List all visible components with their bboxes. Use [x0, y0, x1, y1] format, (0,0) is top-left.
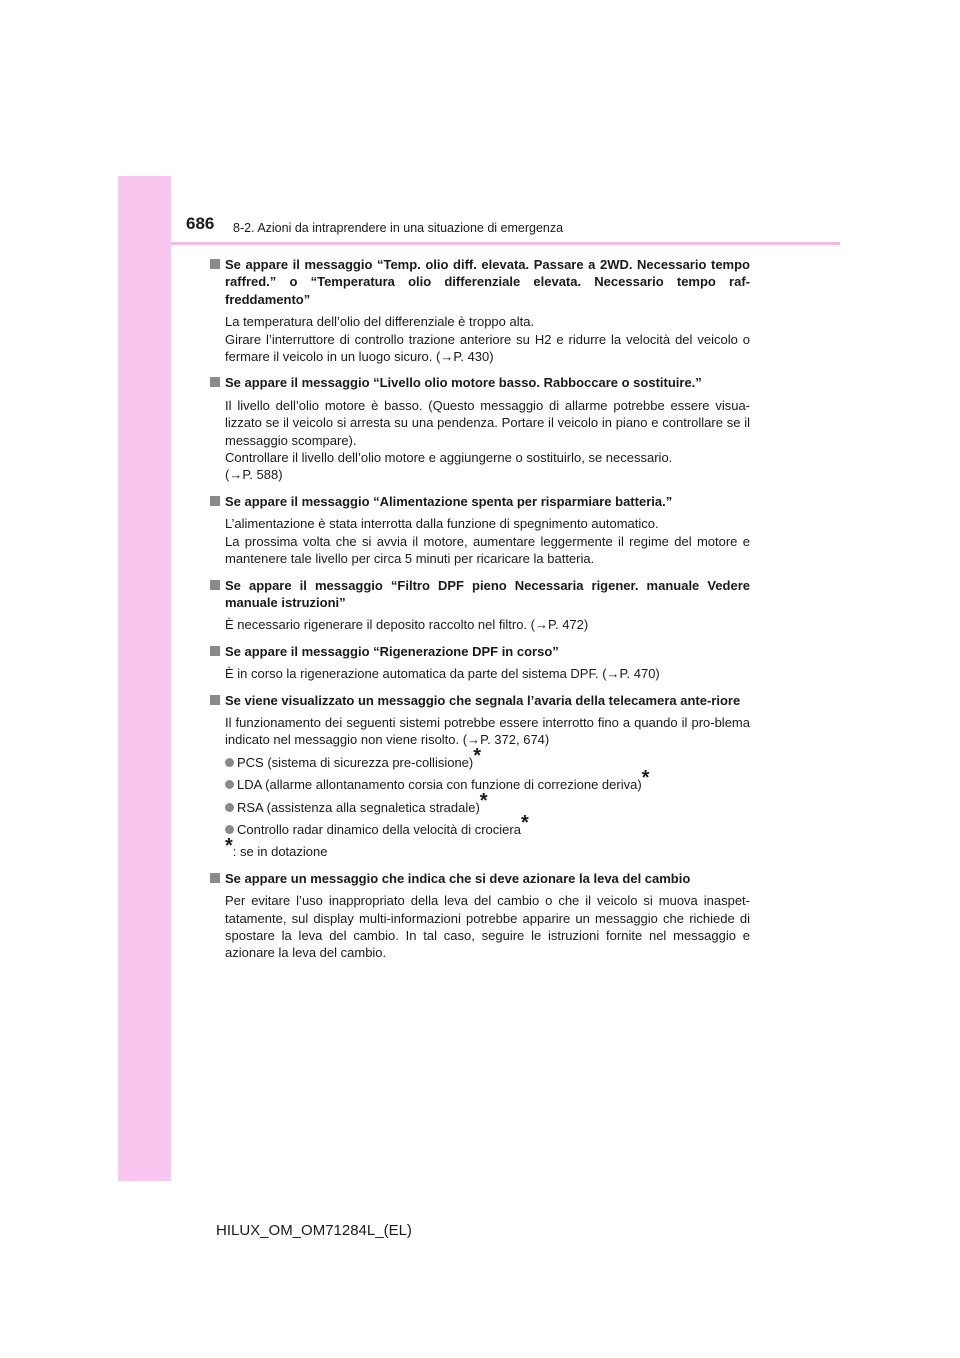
page-number: 686 — [186, 214, 215, 233]
side-tab-bar — [118, 176, 171, 1181]
square-bullet-icon — [210, 259, 220, 269]
item-heading: Se viene visualizzato un messaggio che segnala l’avaria della telecamera ante-riore — [210, 692, 750, 709]
square-bullet-icon — [210, 873, 220, 883]
round-bullet-icon — [225, 803, 234, 812]
item-body: Il funzionamento dei seguenti sistemi potrebbe essere interrotto fino a quando il pro-blema indicato nel messaggio non viene risolto. (→P. 372, 674) — [225, 714, 750, 748]
affected-system-item: LDA (allarme allontanamento corsia con funzione di correzione deriva)* — [210, 776, 750, 793]
item-body: È necessario rigenerare il deposito raccolto nel filtro. (→P. 472) — [225, 617, 589, 633]
round-bullet-icon — [225, 825, 234, 834]
item-block — [210, 643, 750, 683]
asterisk-mark: * — [479, 789, 488, 812]
item-body: La temperatura dell’olio del differenziale è troppo alta. Girare l’interruttore di controllo trazione anteriore su H2 e ridurre la velocità del veicolo o fermare il veicolo in un luogo sicuro. (→P. 430) — [225, 314, 750, 365]
item-heading: Se appare il messaggio “Livello olio motore basso. Rabboccare o sostituire.” — [210, 374, 750, 391]
item-block — [210, 493, 750, 568]
item-block — [210, 577, 750, 634]
item-body: L’alimentazione è stata interrotta dalla funzione di spegnimento automatico. La prossima volta che si avvia il motore, aumentare leggermente il regime del motore e mantenere tale livello per circa 5 minuti per ricaricare la batteria. — [225, 516, 750, 567]
affected-system-item: Controllo radar dinamico della velocità di crociera* — [210, 821, 750, 838]
square-bullet-icon — [210, 580, 220, 590]
footnote: *: se in dotazione — [225, 835, 328, 860]
item-heading: Se appare il messaggio “Rigenerazione DPF in corso” — [210, 643, 750, 660]
page-content — [210, 256, 750, 971]
section-title: 8-2. Azioni da intraprendere in una situazione di emergenza — [233, 221, 564, 235]
item-heading: Se appare il messaggio “Temp. olio diff. elevata. Passare a 2WD. Necessario tempo raffred.” o “Temperatura olio differenziale elevata. Necessario tempo raf-freddamento” — [210, 256, 750, 308]
round-bullet-icon — [225, 780, 234, 789]
asterisk-mark: * — [641, 767, 650, 790]
header-divider — [171, 242, 840, 245]
item-block — [210, 374, 750, 483]
item-heading: Se appare il messaggio “Alimentazione spenta per risparmiare batteria.” — [210, 493, 750, 510]
square-bullet-icon — [210, 646, 220, 656]
item-body: Per evitare l’uso inappropriato della leva del cambio o che il veicolo si muova inaspet-tatamente, sul display multi-informazioni potrebbe apparire un messaggio che richiede di spostare la leva del cambio. In tal caso, seguire le istruzioni fornite nel messaggio e azionare la leva del cambio. — [225, 893, 750, 961]
asterisk-mark: * — [473, 744, 482, 767]
item-block — [210, 256, 750, 365]
item-body: Il livello dell’olio motore è basso. (Questo messaggio di allarme potrebbe essere visua-lizzato se il veicolo si arresta su una pendenza. Portare il veicolo in piano e controllare se il messaggio scompare). Controllare il livello dell’olio motore e aggiungerne o sostituirlo, se necessario. (→P. 588) — [225, 397, 750, 483]
asterisk-mark: * — [520, 811, 529, 834]
square-bullet-icon — [210, 377, 220, 387]
square-bullet-icon — [210, 695, 220, 705]
square-bullet-icon — [210, 496, 220, 506]
document-code: HILUX_OM_OM71284L_(EL) — [216, 1222, 412, 1239]
item-heading: Se appare il messaggio “Filtro DPF pieno Necessaria rigener. manuale Vedere manuale istruzioni” — [210, 577, 750, 612]
round-bullet-icon — [225, 758, 234, 767]
affected-system-item: PCS (sistema di sicurezza pre-collisione)* — [210, 754, 750, 771]
item-block — [210, 870, 750, 962]
item-heading: Se appare un messaggio che indica che si deve azionare la leva del cambio — [210, 870, 750, 887]
asterisk-mark: * — [225, 835, 233, 858]
item-body: È in corso la rigenerazione automatica da parte del sistema DPF. (→P. 470) — [225, 666, 660, 682]
affected-system-item: RSA (assistenza alla segnaletica stradale)* — [210, 799, 750, 816]
item-block — [210, 692, 750, 861]
